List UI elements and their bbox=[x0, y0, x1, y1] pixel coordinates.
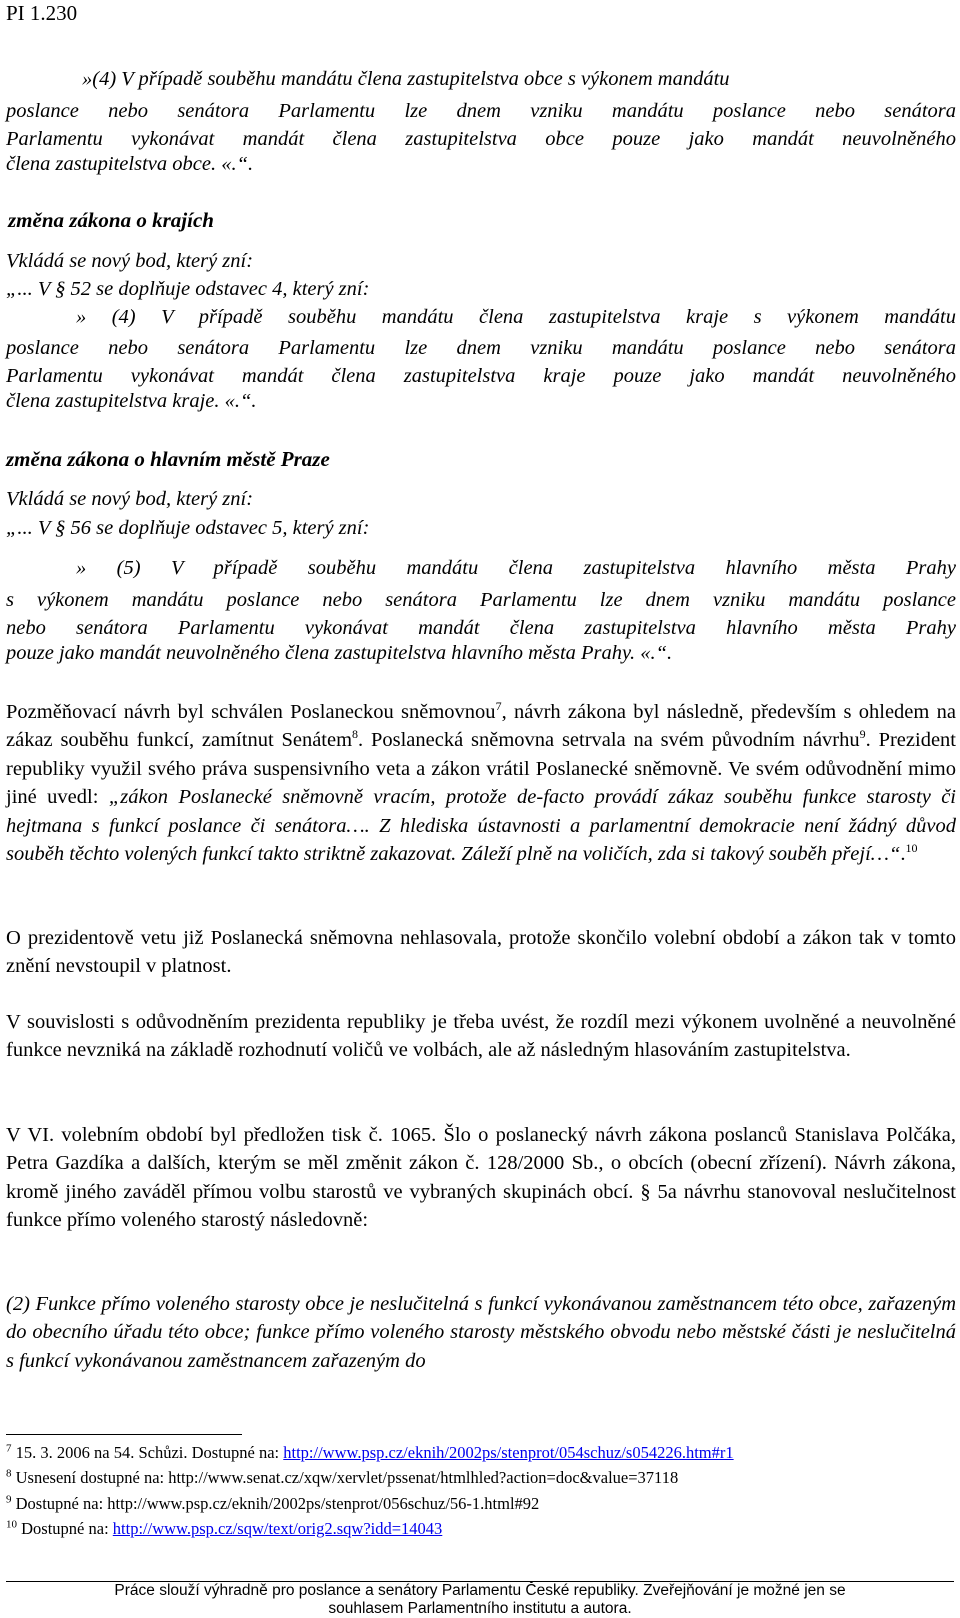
kraje-line-1: » (4) V případě souběhu mandátu člena zastupitelstva kraje s výkonem mandátu bbox=[76, 306, 956, 328]
footnote-link[interactable]: http://www.psp.cz/sqw/text/orig2.sqw?idd=14043 bbox=[112, 1519, 443, 1538]
footer-line-1: Práce slouží výhradně pro poslance a senátory Parlamentu České republiky. Zveřejňování je možné jen se bbox=[114, 1582, 846, 1599]
heading-kraje: změna zákona o krajích bbox=[8, 208, 214, 232]
footnote-num: 9 bbox=[6, 1493, 12, 1506]
footnote-text: Dostupné na: http://www.psp.cz/eknih/2002ps/stenprot/056schuz/56-1.html#92 bbox=[15, 1494, 540, 1513]
footnote-text: Dostupné na: bbox=[21, 1519, 113, 1538]
intro-line-3: Parlamentu vykonávat mandát člena zastupitelstva obce pouze jako mandát neuvolněného bbox=[6, 128, 956, 150]
footnote-10 bbox=[6, 1519, 442, 1539]
praha-line-2: s výkonem mandátu poslance nebo senátora Parlamentu lze dnem vzniku mandátu poslance bbox=[6, 589, 956, 611]
footnote-ref-7: 7 bbox=[495, 699, 502, 714]
footnote-ref-8: 8 bbox=[352, 727, 359, 742]
page-code: PI 1.230 bbox=[6, 1, 78, 25]
paragraph-context: V souvislosti s odůvodněním prezidenta republiky je třeba uvést, že rozdíl mezi výkonem uvolněné a neuvolněné funkce nevzniká na základě rozhodnutí voličů ve volbách, ale až následným hlasováním zastupitelstva. bbox=[6, 1011, 956, 1062]
senate-text-2: , návrh zákona byl následně, především s ohledem na zákaz souběhu funkcí, zamítnut Senátem bbox=[6, 701, 956, 752]
footnote-ref-9: 9 bbox=[859, 727, 866, 742]
kraje-line-2: poslance nebo senátora Parlamentu lze dnem vzniku mandátu poslance nebo senátora bbox=[6, 337, 956, 359]
kraje-amend-line: „... V § 52 se doplňuje odstavec 4, který zní: bbox=[6, 278, 370, 300]
footnote-separator bbox=[6, 1434, 242, 1435]
paragraph-tisk-1065: V VI. volebním období byl předložen tisk č. 1065. Šlo o poslanecký návrh zákona poslanců Stanislava Polčáka, Petra Gazdíka a dalších, kterým se měl změnit zákon č. 128/2000 Sb., o obcích (obecní zřízení). Návrh zákona, kromě jiného zaváděl přímou volbu starostů ve vybraných skupinách obcí. § 5a návrhu stanovoval neslučitelnost funkce přímo voleného starostý následovně: bbox=[6, 1124, 956, 1232]
kraje-line-4: člena zastupitelstva kraje. «.“. bbox=[6, 390, 257, 412]
footnote-num: 10 bbox=[6, 1518, 17, 1531]
paragraph-veto: O prezidentově vetu již Poslanecká sněmovna nehlasovala, protože skončilo volební období a zákon tak v tomto znění nevstoupil v platnost. bbox=[6, 927, 956, 978]
footnote-num: 8 bbox=[6, 1467, 12, 1480]
paragraph-senate bbox=[6, 698, 956, 868]
praha-line-3: nebo senátora Parlamentu vykonávat mandát člena zastupitelstva hlavního města Prahy bbox=[6, 617, 956, 639]
footnote-text: 15. 3. 2006 na 54. Schůzi. Dostupné na: bbox=[15, 1443, 284, 1462]
page-footer bbox=[6, 1582, 954, 1618]
intro-line-2: poslance nebo senátora Parlamentu lze dnem vzniku mandátu poslance nebo senátora bbox=[6, 100, 956, 122]
kraje-line-3: Parlamentu vykonávat mandát člena zastupitelstva kraje pouze jako mandát neuvolněného bbox=[6, 365, 956, 387]
footnote-7 bbox=[6, 1443, 734, 1463]
footnote-9 bbox=[6, 1494, 539, 1514]
heading-praha: změna zákona o hlavním městě Praze bbox=[6, 447, 330, 471]
senate-text-3: . Poslanecká sněmovna setrvala na svém původním návrhu bbox=[358, 729, 860, 752]
senate-text-5: . bbox=[900, 843, 906, 866]
footer-line-2: souhlasem Parlamentního institutu a autora. bbox=[328, 1600, 632, 1617]
footnote-8 bbox=[6, 1468, 678, 1488]
praha-line-1: » (5) V případě souběhu mandátu člena zastupitelstva hlavního města Prahy bbox=[76, 557, 956, 579]
kraje-insert-line: Vkládá se nový bod, který zní: bbox=[6, 250, 254, 272]
footnote-ref-10: 10 bbox=[905, 841, 918, 856]
intro-line-4: člena zastupitelstva obce. «.“. bbox=[6, 153, 254, 175]
senate-text-4: . Prezident republiky využil svého práva suspensivního veta a zákon vrátil Poslanecké sněmovně. Ve svém odůvodnění mimo jiné uvedl: bbox=[6, 729, 956, 809]
footnote-text: Usnesení dostupné na: http://www.senat.cz/xqw/xervlet/pssenat/htmlhled?action=doc&value=37118 bbox=[15, 1468, 679, 1487]
senate-text-1: Pozměňovací návrh byl schválen Poslaneckou sněmovnou bbox=[6, 701, 496, 723]
praha-line-4: pouze jako mandát neuvolněného člena zastupitelstva hlavního města Prahy. «.“. bbox=[6, 642, 673, 664]
president-quote: „zákon Poslanecké sněmovně vracím, protože de-facto provádí zákaz souběhu funkce starosty či hejtmana s funkcí poslance či senátora…. Z hlediska ústavnosti a parlamentní demokracie není žádný důvod souběh těchto volených funkcí takto striktně zakazovat. Záleží plně na voličích, zda si takový souběh přejí…“ bbox=[6, 786, 957, 866]
paragraph-quote-5a: (2) Funkce přímo voleného starosty obce je neslučitelná s funkcí vykonávanou zaměstnancem této obce, zařazeným do obecního úřadu této obce; funkce přímo voleného starosty městského obvodu nebo městské části je neslučitelná s funkcí vykonávanou zaměstnancem zařazeným do bbox=[6, 1293, 956, 1372]
intro-line-1: »(4) V případě souběhu mandátu člena zastupitelstva obce s výkonem mandátu bbox=[82, 68, 730, 90]
footnote-link[interactable]: http://www.psp.cz/eknih/2002ps/stenprot/054schuz/s054226.htm#r1 bbox=[283, 1443, 734, 1462]
praha-amend-line: „... V § 56 se doplňuje odstavec 5, který zní: bbox=[6, 517, 370, 539]
praha-insert-line: Vkládá se nový bod, který zní: bbox=[6, 488, 254, 510]
footnote-num: 7 bbox=[6, 1442, 12, 1455]
